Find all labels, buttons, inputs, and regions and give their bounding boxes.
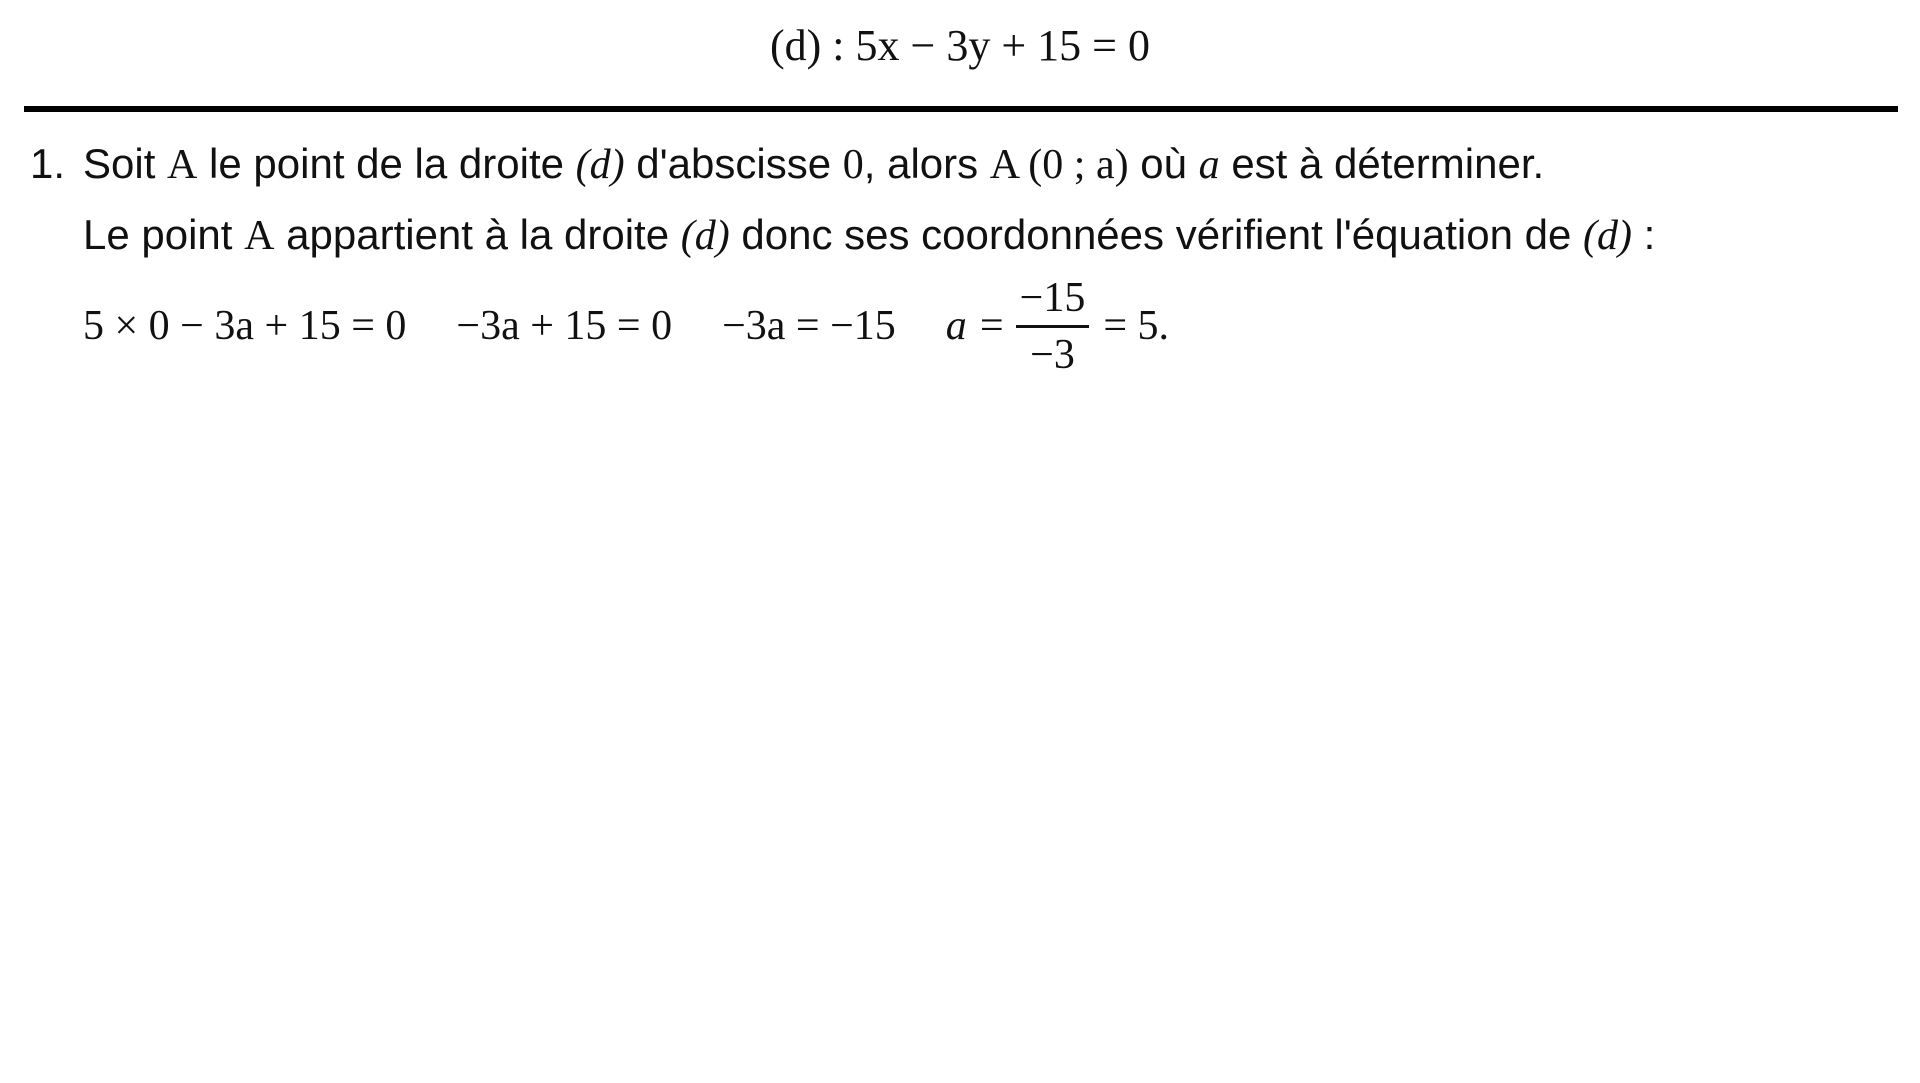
- equation-step-3: −3a = −15: [722, 303, 896, 349]
- equation-row: [83, 266, 1169, 386]
- line2-text-3: donc ses coordonnées vérifient l'équation de: [729, 211, 1583, 258]
- line1-line-d: (d): [575, 142, 625, 188]
- line1-text-3: d'abscisse: [624, 140, 843, 187]
- line1-point-a: A: [167, 142, 198, 188]
- line1-variable-a: a: [1198, 142, 1220, 188]
- item-number: 1.: [30, 140, 66, 187]
- fraction-result: = 5.: [1103, 303, 1170, 349]
- line2-text-2: appartient à la droite: [274, 211, 681, 258]
- line1-text-5: où: [1128, 140, 1199, 187]
- line2-line-d-second: (d): [1582, 213, 1632, 259]
- item-line-2: [83, 209, 1655, 262]
- line1-text-2: le point de la droite: [197, 140, 576, 187]
- header-equation: (d) : 5x − 3y + 15 = 0: [770, 21, 1150, 70]
- line2-line-d: (d): [680, 213, 730, 259]
- line2-text-4: :: [1631, 211, 1656, 258]
- equation-step-1: 5 × 0 − 3a + 15 = 0: [83, 303, 407, 349]
- equation-step-2: −3a + 15 = 0: [456, 303, 673, 349]
- fraction-left-side: a =: [945, 303, 1006, 349]
- equation-step-4: [946, 273, 1169, 380]
- line1-text-4: , alors: [863, 140, 990, 187]
- line2-text-1: Le point: [83, 211, 245, 258]
- horizontal-rule: [24, 106, 1898, 112]
- line2-point-a: A: [244, 213, 275, 259]
- fraction-numerator: −15: [1019, 274, 1086, 321]
- line1-point-coordinates: A (0 ; a): [989, 142, 1129, 188]
- item-line-1: [83, 138, 1544, 191]
- fraction-denominator: −3: [1030, 331, 1075, 378]
- line1-text-6: est à déterminer.: [1219, 140, 1545, 187]
- line1-text-1: Soit: [83, 140, 168, 187]
- fraction: [1016, 273, 1090, 380]
- line1-zero: 0: [842, 142, 864, 188]
